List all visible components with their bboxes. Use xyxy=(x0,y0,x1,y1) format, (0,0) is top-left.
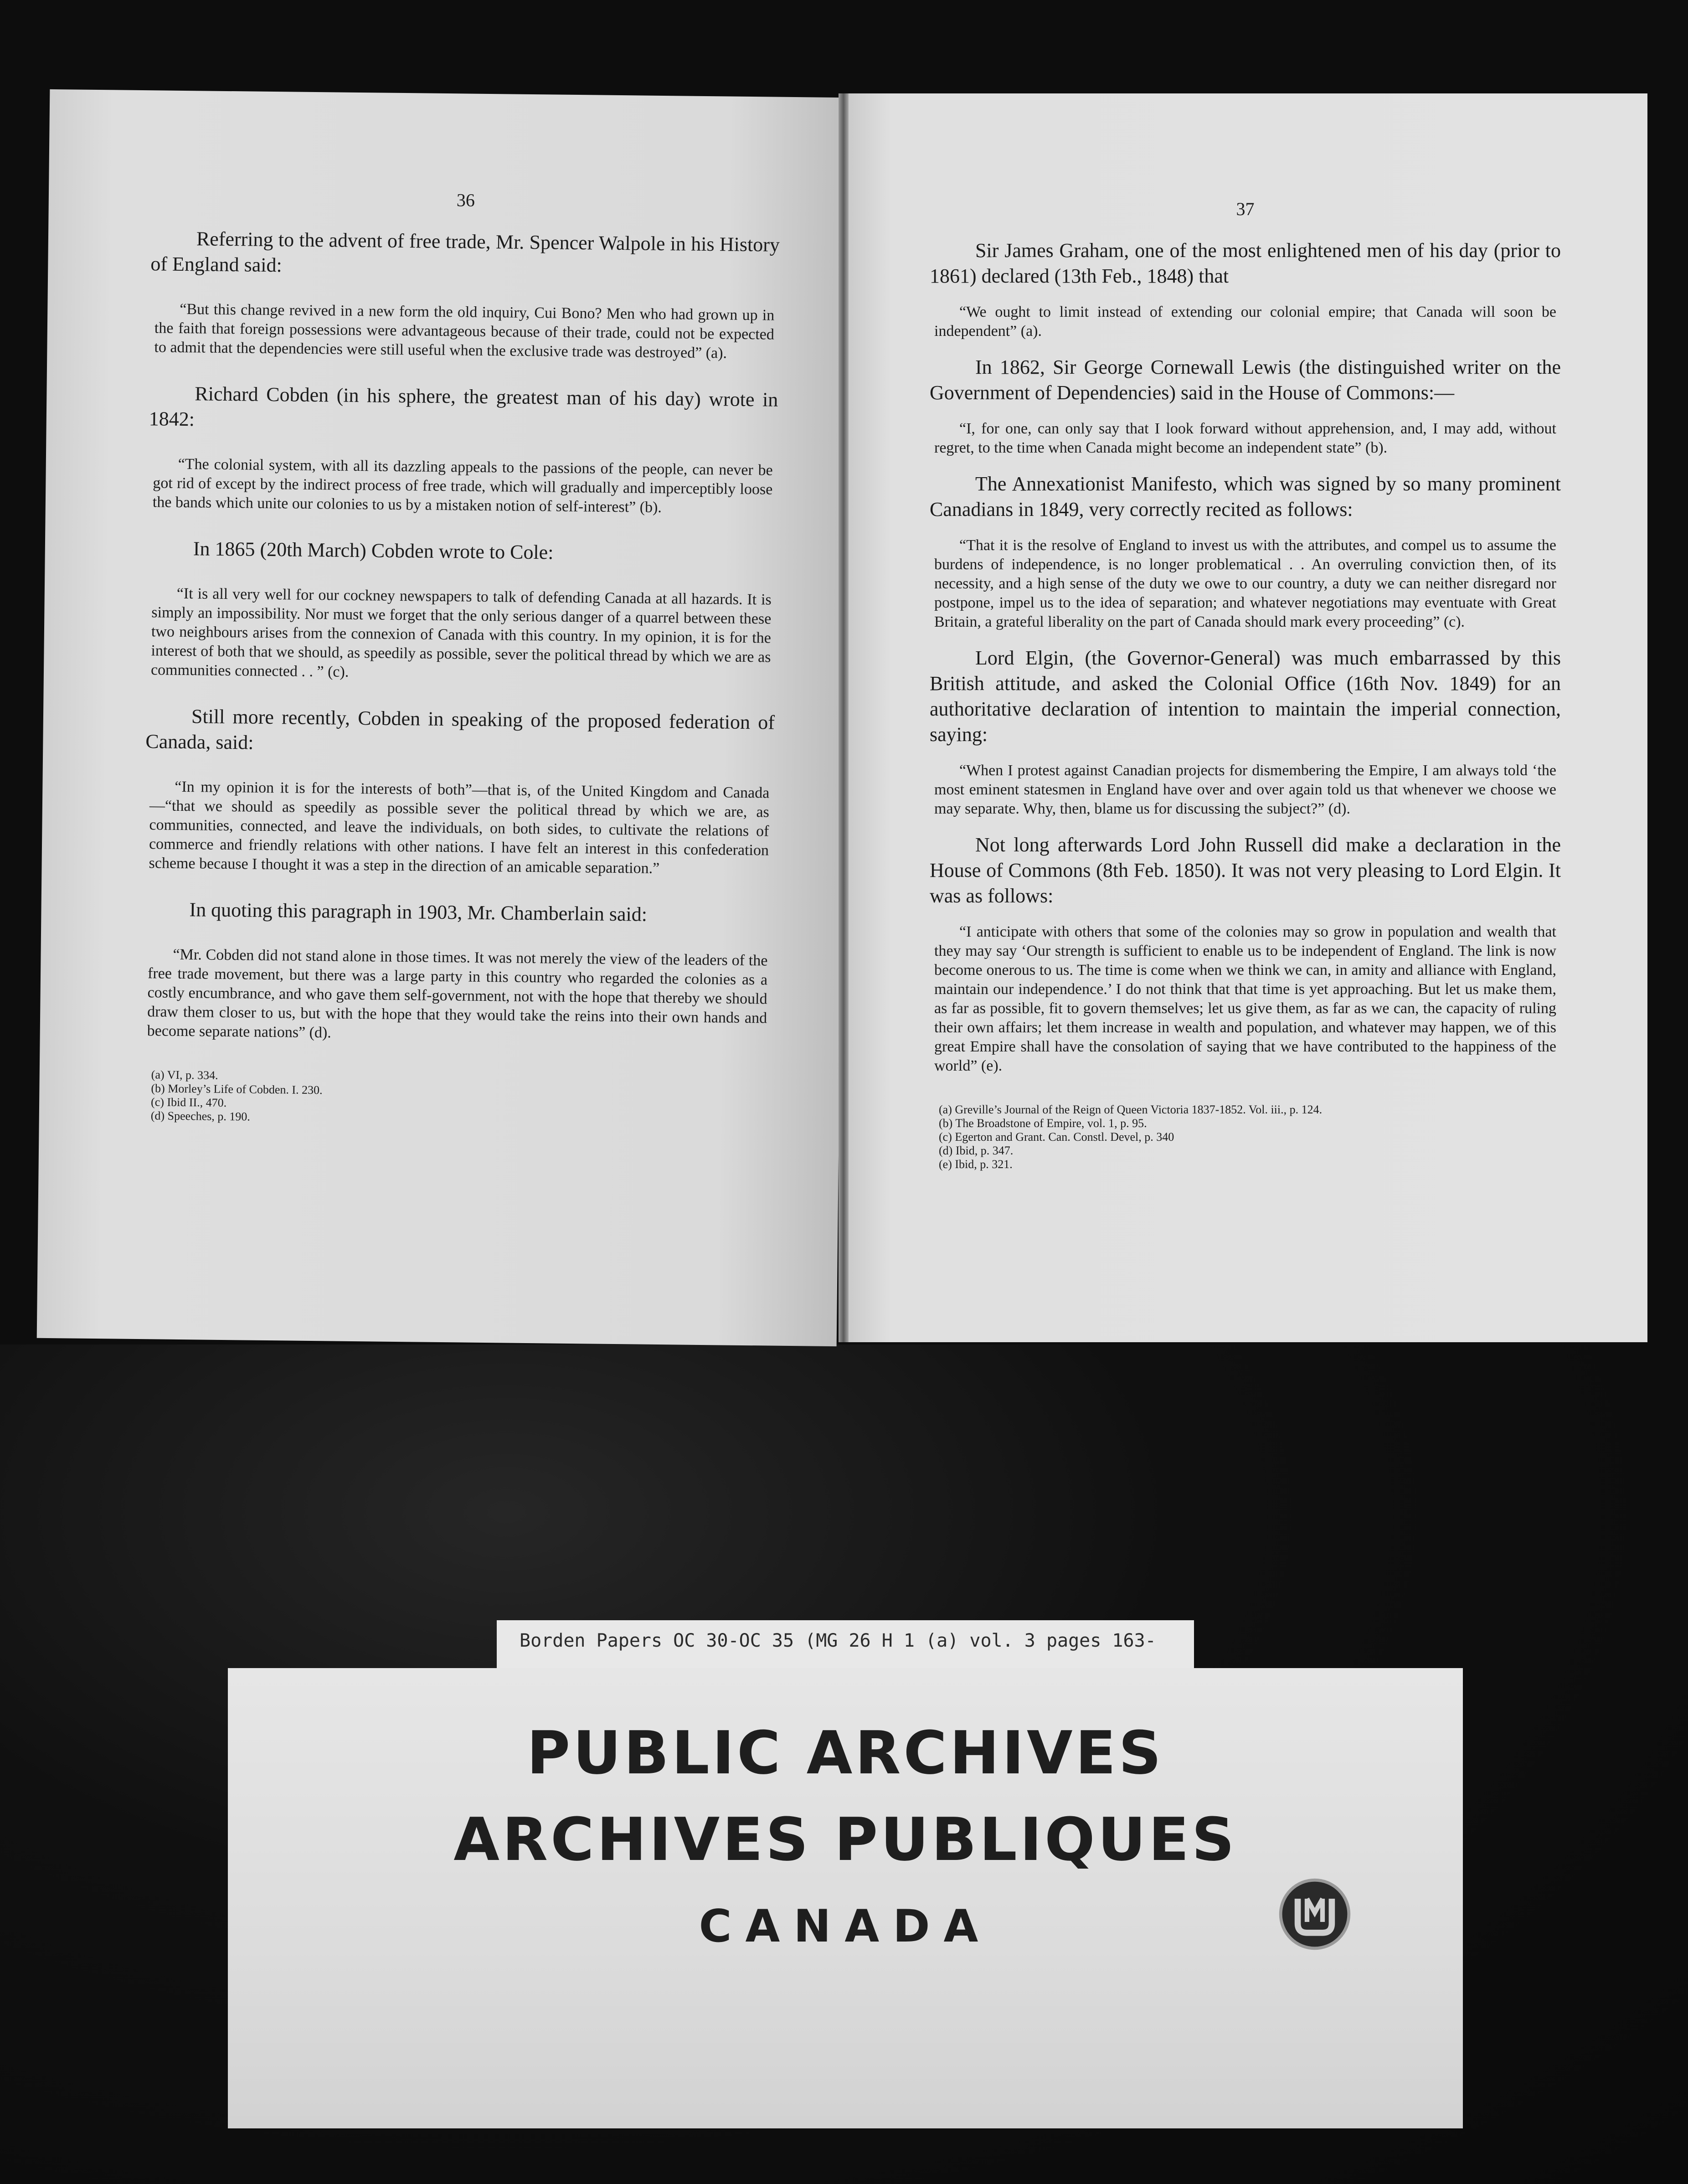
right-para-1: Sir James Graham, one of the most enlightened men of his day (prior to 1861) declared (13th Feb., 1848) that xyxy=(930,239,1561,287)
right-quote-3: “That it is the resolve of England to invest us with the attributes, and compel us to assume the burdens of independence, is no longer problematical . . An overruling conviction then, of its necessity, and a high sense of the duty we owe to our country, a duty we can neither disregard nor postpone, impel us to the idea of separation; and whatever negotiations may eventuate with Great Britain, a grateful liberality on the part of Canada should mark every proceeding” (c). xyxy=(934,537,1556,630)
left-page xyxy=(37,89,850,1346)
reference-label: Borden Papers OC 30-OC 35 (MG 26 H 1 (a) vol. 3 pages 163- xyxy=(497,1620,1194,1668)
footnote: (d) Speeches, p. 190. xyxy=(150,1109,251,1123)
left-para-1: Referring to the advent of free trade, Mr. Spencer Walpole in his History of England said: xyxy=(150,227,780,277)
right-quote-4: “When I protest against Canadian projects for dismembering the Empire, I am always told ‘the most eminent statesmen in England have over and over again told us that whenever we choose we may separate. Why, then, blame us for discussing the subject?” (d). xyxy=(934,762,1556,817)
right-quote-1: “We ought to limit instead of extending our colonial empire; that Canada will soon be independent” (a). xyxy=(934,304,1556,340)
footnote: (b) Morley’s Life of Cobden. I. 230. xyxy=(151,1082,323,1097)
right-quote-2: “I, for one, can only say that I look forward without apprehension, and, I may add, without regret, to the time when Canada might become an independent state” (b). xyxy=(934,420,1556,456)
left-para-5: In quoting this paragraph in 1903, Mr. Chamberlain said: xyxy=(189,898,648,926)
left-para-3: In 1865 (20th March) Cobden wrote to Cole: xyxy=(193,537,554,564)
footnote: (a) Greville’s Journal of the Reign of Queen Victoria 1837-1852. Vol. iii., p. 124. xyxy=(939,1103,1323,1116)
page-number-right: 37 xyxy=(1236,199,1255,219)
page-number-left: 36 xyxy=(456,190,475,211)
right-para-2: In 1862, Sir George Cornewall Lewis (the distinguished writer on the Government of Dependencies) said in the House of Commons:— xyxy=(930,356,1561,404)
right-page xyxy=(843,93,1647,1342)
footnote: (b) The Broadstone of Empire, vol. 1, p. 95. xyxy=(939,1117,1147,1130)
right-para-4: Lord Elgin, (the Governor-General) was much embarrassed by this British attitude, and asked the Colonial Office (16th Nov. 1849) for an authoritative declaration of intention to maintain the imperial connection, saying: xyxy=(930,647,1561,746)
left-para-2: Richard Cobden (in his sphere, the greatest man of his day) wrote in 1842: xyxy=(149,382,778,431)
left-footnotes xyxy=(142,1068,771,1129)
right-para-5: Not long afterwards Lord John Russell did make a declaration in the House of Commons (8th Feb. 1850). It was not very pleasing to Lord Elgin. It was as follows: xyxy=(930,834,1561,907)
archive-logo-icon xyxy=(1276,1875,1353,1953)
archive-title-en: PUBLIC ARCHIVES xyxy=(526,1718,1164,1787)
left-quote-2: “The colonial system, with all its dazzling appeals to the passions of the people, can never be got rid of except by the indirect process of free trade, which will gradually and imperceptibly loose the bands which unite our colonies to us by a mistaken notion of self-interest” (b). xyxy=(152,455,773,516)
archive-title-fr: ARCHIVES PUBLIQUES xyxy=(453,1805,1237,1874)
book-gutter xyxy=(839,93,849,1342)
footnote: (a) VI, p. 334. xyxy=(151,1068,218,1082)
right-quote-5: “I anticipate with others that some of the colonies may so grow in population and wealth that they may say ‘Our strength is sufficient to enable us to be independent of England. The link is now become onerous to us. The time is come when we think we can, in amity and alliance with England, maintain our independence.’ I do not think that that time is yet approaching. But let us make them, as far as possible, fit to govern themselves; let us give them, as far as we can, the capacity of ruling their own affairs; let them increase in wealth and population, and whatever may happen, we of this great Empire shall have the consolation of saying that we have contributed to the happiness of the world” (e). xyxy=(934,923,1556,1074)
left-quote-5: “Mr. Cobden did not stand alone in those times. It was not merely the view of the leaders of the free trade movement, but there was a large party in this country who regarded the colonies as a costly encumbrance, and who gave them self-government, not with the hope that thereby we should draw them closer to us, but with the hope that they would take the reins into their own hands and become separate nations” (d). xyxy=(147,946,768,1041)
open-book xyxy=(43,93,1647,1342)
footnote: (d) Ibid, p. 347. xyxy=(939,1144,1014,1157)
right-para-3: The Annexationist Manifesto, which was signed by so many prominent Canadians in 1849, very correctly recited as follows: xyxy=(930,473,1561,520)
left-quote-1: “But this change revived in a new form the old inquiry, Cui Bono? Men who had grown up in the faith that foreign possessions were advantageous because of their trade, could not be expected to admit that the dependencies were still useful when the exclusive trade was destroyed” (a). xyxy=(154,300,775,362)
left-para-4: Still more recently, Cobden in speaking of the proposed federation of Canada, said: xyxy=(145,705,775,754)
footnote: (c) Egerton and Grant. Can. Constl. Devel, p. 340 xyxy=(939,1130,1174,1144)
archive-country: CANADA xyxy=(699,1901,992,1952)
left-quote-4: “In my opinion it is for the interests of both”—that is, of the United Kingdom and Canada—“that we should as speedily as possible sever the political thread by which we are, as communities, connected, and leave the individuals, on both sides, to cultivate the relations of commerce and friendly relations with other nations. I have felt an interest in this confederation scheme because I thought it was a step in the direction of an amicable separation.” xyxy=(149,778,770,877)
footnote: (e) Ibid, p. 321. xyxy=(939,1158,1013,1171)
left-quote-3: “It is all very well for our cockney newspapers to talk of defending Canada at all hazards. It is simply an impossibility. Nor must we forget that the only serious danger of a quarrel between these two neighbours arises from the connexion of Canada with this country. In my opinion, it is for the interest of both that we should, as speedily as possible, sever the political thread by which we are as communities connected . . ” (c). xyxy=(150,585,772,680)
footnote: (c) Ibid II., 470. xyxy=(150,1095,227,1110)
right-footnotes xyxy=(930,1103,1561,1171)
